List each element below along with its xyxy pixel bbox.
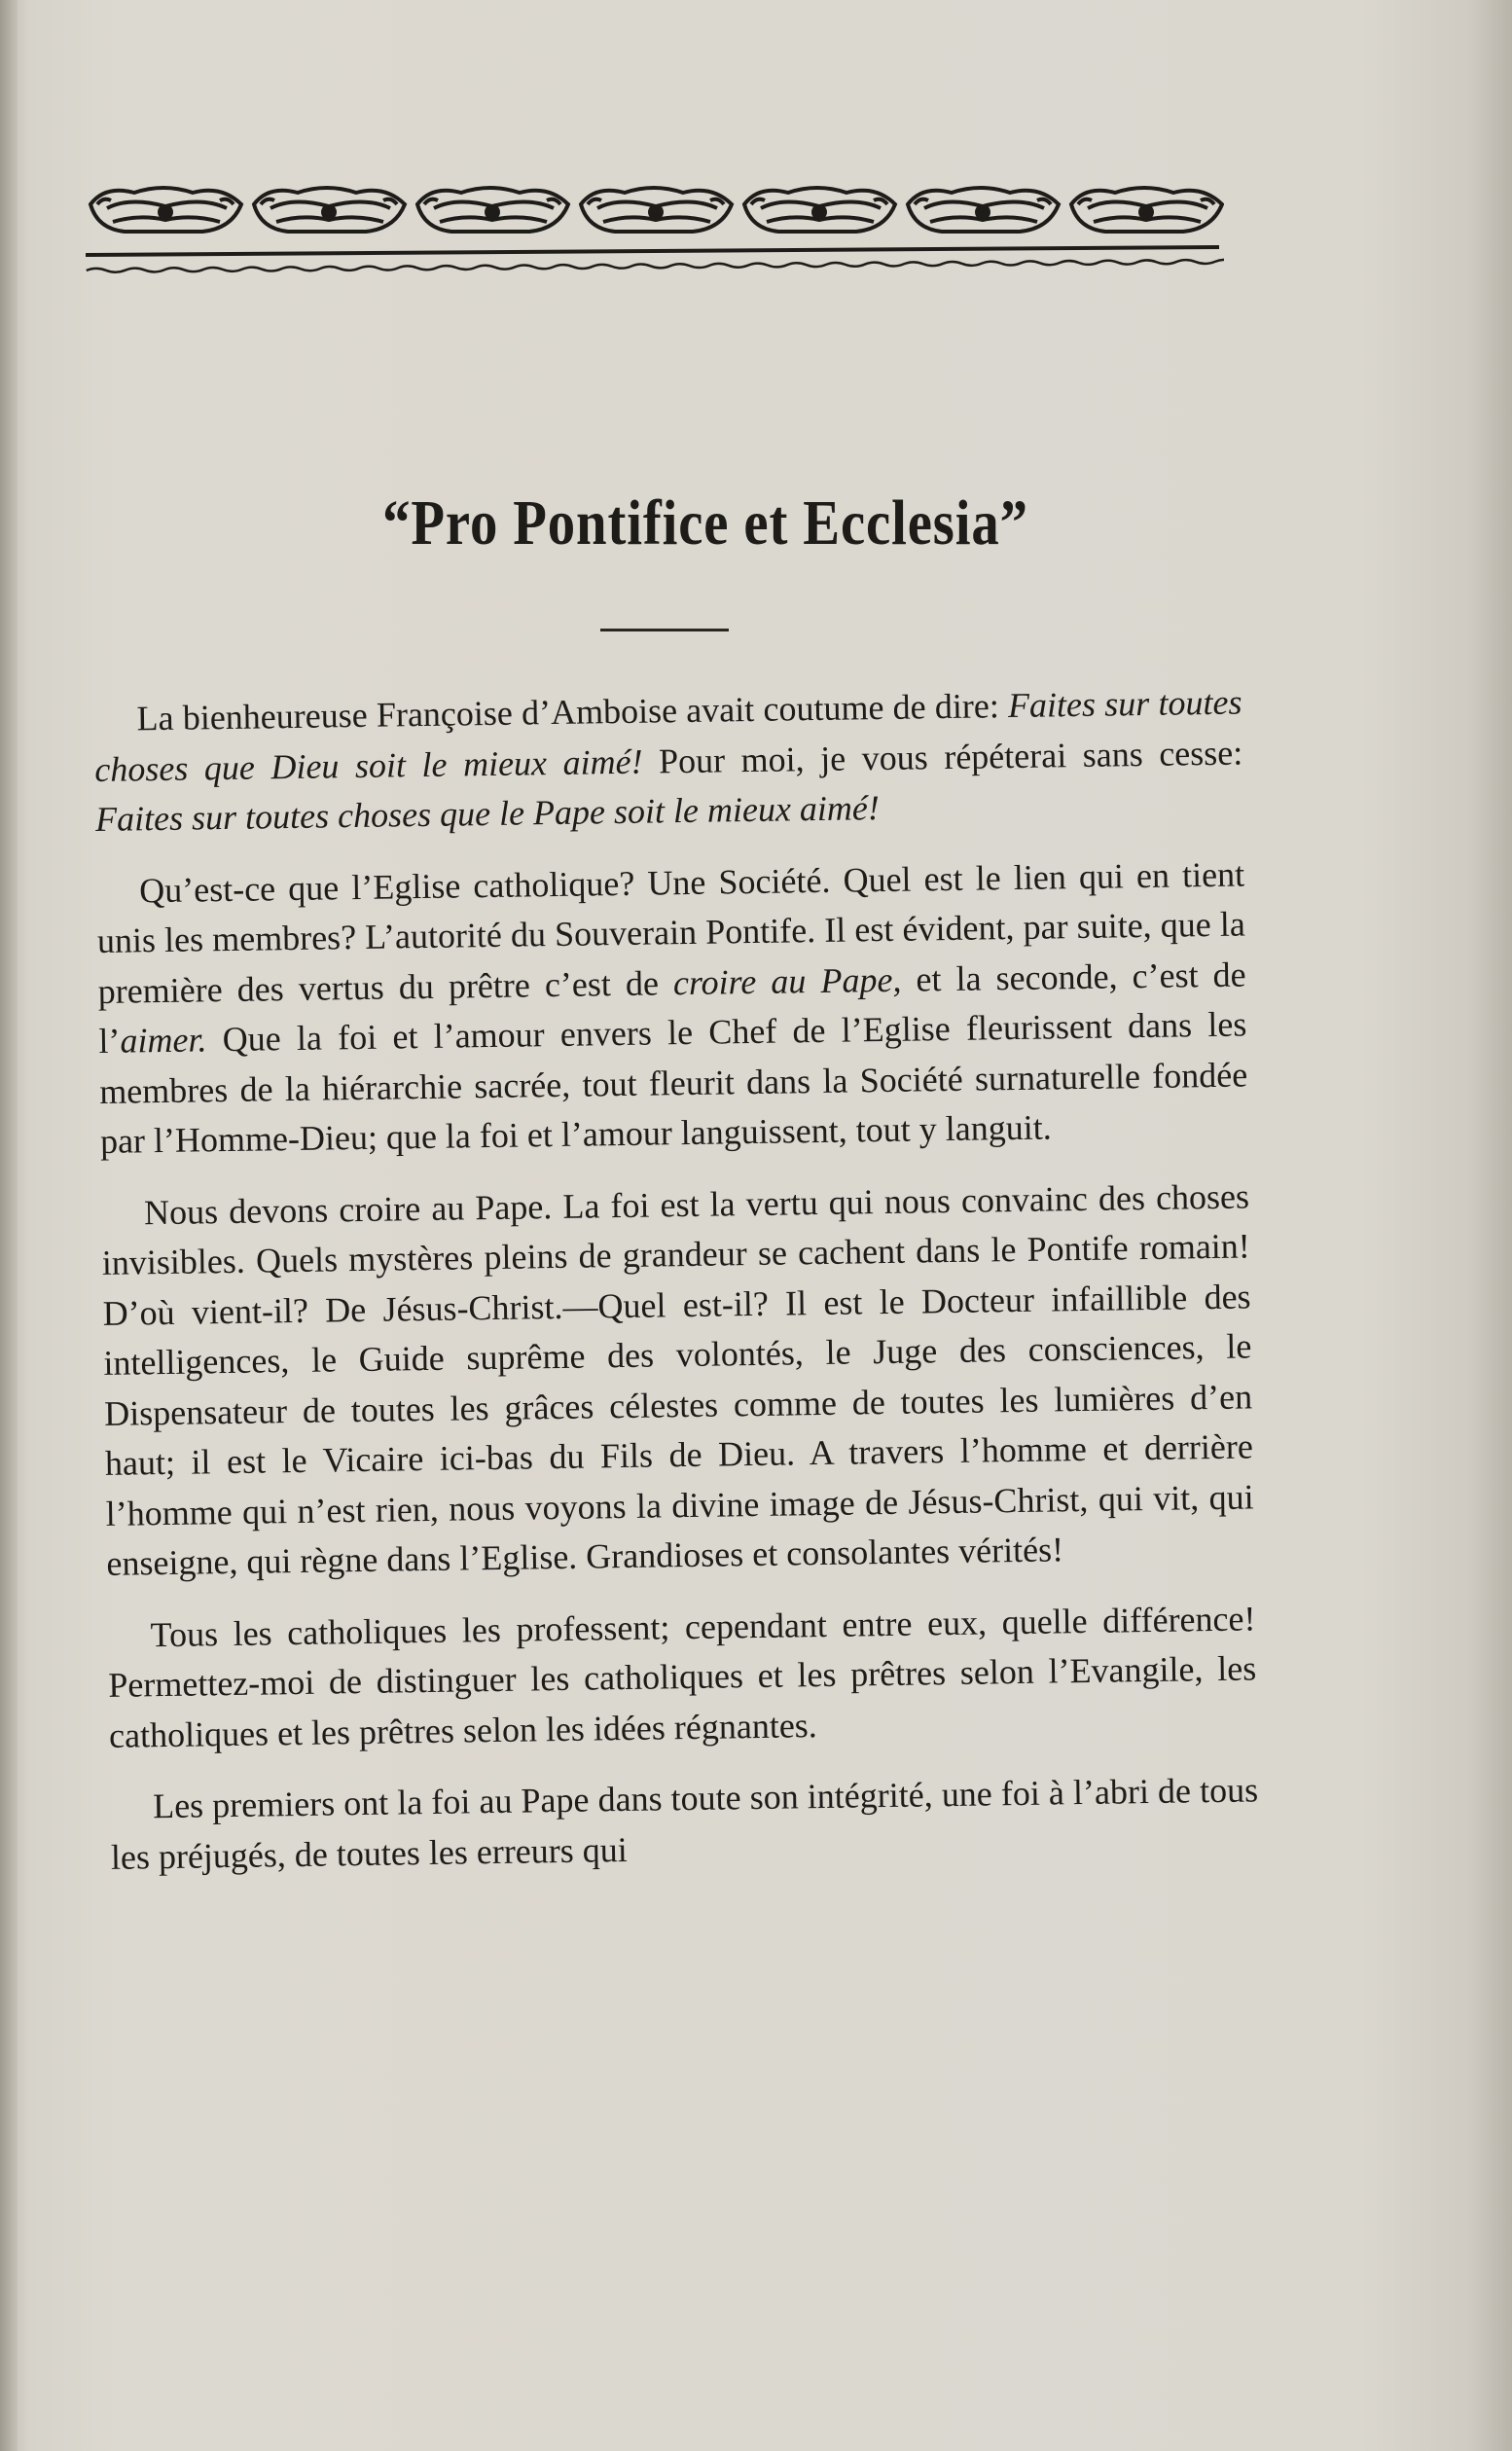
paragraph-1 xyxy=(93,677,1243,845)
text-run: et la seconde, c’est de l’ xyxy=(98,954,1246,1061)
article-body xyxy=(93,664,1260,1903)
book-spine-shadow xyxy=(0,0,18,2451)
text-run: Qu’est-ce que l’Eglise catholique? Une Société. Quel est le lien qui en tient unis les membres? L’autorité du Souverain Pontife. Il est évident, par suite, que la première des vertus du prêtre c’est de xyxy=(96,853,1246,1011)
text-run: Pour moi, je vous répéterai sans cesse: xyxy=(642,732,1243,781)
italic-emphasis: aimer. xyxy=(120,1020,207,1061)
page-title: “Pro Pontifice et Ecclesia” xyxy=(382,487,1028,559)
floral-headpiece-ornament-icon xyxy=(86,175,1224,292)
italic-quote: Faites sur toutes choses que Dieu soit le mieux aimé! xyxy=(94,682,1242,789)
italic-emphasis: croire au Pape, xyxy=(672,959,902,1002)
italic-quote: Faites sur toutes choses que le Pape soit le mieux aimé! xyxy=(94,788,881,839)
paragraph-5: Les premiers ont la foi au Pape dans toute son intégrité, une foi à l’abri de tous les préjugés, de toutes les erreurs qui xyxy=(110,1770,1259,1877)
paragraph-3: Nous devons croire au Pape. La foi est la vertu qui nous convainc des choses invisibles. Quels mystères pleins de grandeur se cachent dans le Pontife romain! D’où vient-il? De Jésus-Christ.—Quel est-il? Il est le Docteur infaillible des intelligences, le Guide suprême des volontés, le Juge des consciences, le Dispensateur de toutes les grâces célestes comme de toutes les lumières d’en haut; il est le Vicaire ici-bas du Fils de Dieu. A travers l’homme et derrière l’homme qui n’est rien, nous voyons la divine image de Jésus-Christ, qui vit, qui enseigne, qui règne dans l’Eglise. Grandioses et consolantes vérités! xyxy=(101,1175,1254,1583)
paragraph-2 xyxy=(96,849,1248,1167)
text-run: La bienheureuse Françoise d’Amboise avait coutume de dire: xyxy=(136,686,1009,739)
paragraph-4: Tous les catholiques les professent; cependant entre eux, quelle différence! Permettez-moi de distinguer les catholiques et les prêtres selon l’Evangile, les catholiques et les prêtres selon les idées régnantes. xyxy=(108,1598,1257,1755)
text-run: Que la foi et l’amour envers le Chef de l’Eglise fleurissent dans les membres de la hiérarchie sacrée, tout fleurit dans la Société surnaturelle fondée par l’Homme-Dieu; que la foi et l’amour languissent, tout y languit. xyxy=(98,1004,1248,1161)
title-divider xyxy=(600,629,729,631)
